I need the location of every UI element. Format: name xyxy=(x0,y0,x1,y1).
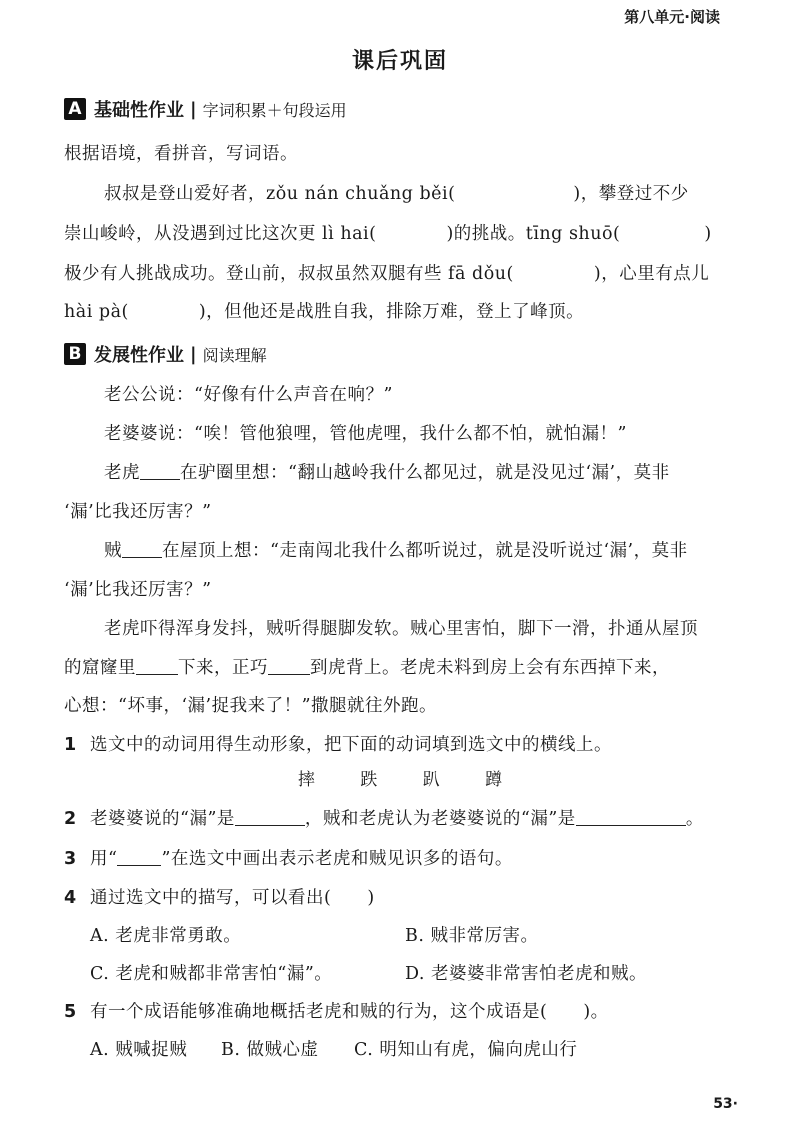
fill-blank[interactable] xyxy=(140,462,180,481)
passage-line: 贼 在屋顶上想：“走南闯北我什么都听说过，就是没听说过‘漏’，莫非 xyxy=(104,541,688,561)
answer-blank[interactable] xyxy=(576,808,686,827)
option-c[interactable]: C. 老虎和贼都非常害怕“漏”。 xyxy=(90,964,333,984)
question-4: 4 通过选文中的描写，可以看出( ) xyxy=(64,888,375,908)
question-3: 3 用“ ”在选文中画出表示老虎和贼见识多的语句。 xyxy=(64,849,513,869)
section-a-divider: | xyxy=(190,98,197,120)
section-a-title: 基础性作业 xyxy=(94,100,184,121)
passage-line: ‘漏’比我还厉害？” xyxy=(64,580,212,600)
passage-line: 老虎吓得浑身发抖，贼听得腿脚发软。贼心里害怕，脚下一滑，扑通从屋顶 xyxy=(104,619,698,639)
section-b-divider: | xyxy=(190,343,197,365)
section-b-title: 发展性作业 xyxy=(94,345,184,366)
verb-option: 跌 xyxy=(360,770,378,790)
question-2: 2 老婆婆说的“漏”是 ，贼和老虎认为老婆婆说的“漏”是 。 xyxy=(64,809,704,829)
fill-blank[interactable] xyxy=(136,657,178,676)
verb-option: 摔 xyxy=(297,770,315,790)
section-b-header xyxy=(64,341,267,367)
text-line: 崇山峻岭，从没遇到过比这次更 lì hai( )的挑战。tīng shuō( ) xyxy=(64,224,712,244)
verb-option: 蹲 xyxy=(485,770,503,790)
passage-line: 老虎 在驴圈里想：“翻山越岭我什么都见过，就是没见过‘漏’，莫非 xyxy=(104,463,670,483)
fill-blank[interactable] xyxy=(122,540,162,559)
unit-tag: 第八单元·阅读 xyxy=(624,8,720,26)
q5-option-b[interactable]: B. 做贼心虚 xyxy=(221,1040,319,1060)
q5-option-a[interactable]: A. 贼喊捉贼 xyxy=(90,1040,188,1060)
passage-line: 的窟窿里 下来，正巧 到虎背上。老虎未料到房上会有东西掉下来， xyxy=(64,658,670,678)
section-b-badge: B xyxy=(64,343,86,365)
answer-blank[interactable] xyxy=(235,808,305,827)
text-line: hài pà( )，但他还是战胜自我，排除万难，登上了峰顶。 xyxy=(64,302,585,322)
option-d[interactable]: D. 老婆婆非常害怕老虎和贼。 xyxy=(405,964,648,984)
verb-option: 趴 xyxy=(422,770,440,790)
passage-line: 心想：“坏事，‘漏’捉我来了！”撒腿就往外跑。 xyxy=(64,696,438,716)
section-a-subtitle: 字词积累＋句段运用 xyxy=(202,100,347,120)
section-a-header xyxy=(64,96,347,122)
passage-line: ‘漏’比我还厉害？” xyxy=(64,502,212,522)
fill-blank[interactable] xyxy=(268,657,310,676)
q5-option-c[interactable]: C. 明知山有虎，偏向虎山行 xyxy=(354,1040,578,1060)
option-b[interactable]: B. 贼非常厉害。 xyxy=(405,926,539,946)
section-b-subtitle: 阅读理解 xyxy=(202,345,267,365)
section-a-instruction: 根据语境，看拼音，写词语。 xyxy=(64,144,298,164)
section-a-badge: A xyxy=(64,98,86,120)
verb-options xyxy=(0,765,800,790)
option-a[interactable]: A. 老虎非常勇敢。 xyxy=(90,926,242,946)
passage-line: 老婆婆说：“唉！管他狼哩，管他虎哩，我什么都不怕，就怕漏！” xyxy=(104,424,627,444)
passage-line: 老公公说：“好像有什么声音在响？” xyxy=(104,385,393,405)
page-number: 53· xyxy=(713,1096,738,1112)
text-line: 叔叔是登山爱好者，zǒu nán chuǎng běi( )，攀登过不少 xyxy=(104,184,689,204)
question-1: 1 选文中的动词用得生动形象，把下面的动词填到选文中的横线上。 xyxy=(64,735,612,755)
question-5: 5 有一个成语能够准确地概括老虎和贼的行为，这个成语是( )。 xyxy=(64,1002,609,1022)
underline-sample xyxy=(117,848,161,867)
text-line: 极少有人挑战成功。登山前，叔叔虽然双腿有些 fā dǒu( )，心里有点儿 xyxy=(64,264,710,284)
page-title: 课后巩固 xyxy=(351,49,448,74)
